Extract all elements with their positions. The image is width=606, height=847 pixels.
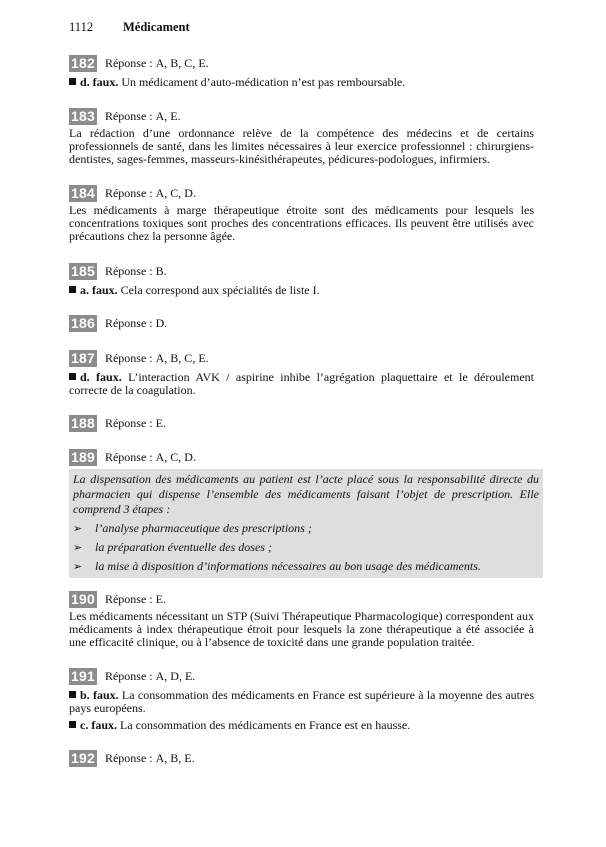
question-189 xyxy=(69,449,543,578)
explanation-text: La rédaction d’une ordonnance relève de la compétence des médecins et de certains professionnels de santé, dans les limites nécessaires à leur exercice professionnel : chirurgiens-dentistes, sages-femmes, masseurs-kinésithérapeutes, pédicures-podologues, infirmiers. xyxy=(69,126,534,166)
reponse-label: Réponse : xyxy=(104,186,153,200)
question-number: 185 xyxy=(71,263,95,279)
arrow-bullet-icon: ➢ xyxy=(73,522,83,535)
arrow-bullet-icon: ➢ xyxy=(73,541,83,554)
question-190 xyxy=(69,591,534,649)
question-number: 189 xyxy=(71,449,95,465)
list-item: ➢ la mise à disposition d’informations nécessaires au bon usage des médicaments. xyxy=(73,559,481,573)
reponse-label: Réponse : xyxy=(104,669,153,683)
question-183 xyxy=(69,108,534,166)
square-bullet-icon xyxy=(69,373,76,380)
reponse-label: Réponse : xyxy=(104,592,153,606)
question-number: 191 xyxy=(71,668,95,684)
box-intro: La dispensation des médicaments au patient est l’acte placé sous la responsabilité directe du pharmacien qui dispense l’ensemble des médicaments faisant l’objet de prescription. Elle comprend 3 étapes : xyxy=(73,472,539,516)
answer: A, E. xyxy=(155,109,181,123)
reponse-label: Réponse : xyxy=(104,316,153,330)
dispensation-box xyxy=(69,469,543,578)
reponse-label: Réponse : xyxy=(104,751,153,765)
answer: A, D, E. xyxy=(155,669,196,683)
answer: A, B, E. xyxy=(155,751,195,765)
running-title: Médicament xyxy=(123,20,190,34)
list-item: ➢ l’analyse pharmaceutique des prescriptions ; xyxy=(73,521,312,535)
reponse-label: Réponse : xyxy=(104,351,153,365)
question-number: 187 xyxy=(71,350,95,366)
reponse-label: Réponse : xyxy=(104,264,153,278)
question-191 xyxy=(69,668,534,732)
answer: A, C, D. xyxy=(155,450,196,464)
question-number: 182 xyxy=(71,55,95,71)
question-185 xyxy=(69,263,534,297)
explanation-item: a. faux. Cela correspond aux spécialités de liste I. xyxy=(69,284,534,297)
explanation-item: d. faux. L’interaction AVK / aspirine inhibe l’agrégation plaquettaire et le déroulement correcte de la coagulation. xyxy=(69,370,534,397)
question-192 xyxy=(69,750,534,767)
answer: A, B, C, E. xyxy=(155,56,209,70)
answer: A, B, C, E. xyxy=(155,351,209,365)
answer: B. xyxy=(155,264,167,278)
question-182 xyxy=(69,55,534,89)
explanation-item: b. faux. La consommation des médicaments en France est supérieure à la moyenne des autres pays européens. xyxy=(69,688,534,715)
question-number: 190 xyxy=(71,591,95,607)
question-186 xyxy=(69,315,534,332)
answer: E. xyxy=(155,592,166,606)
square-bullet-icon xyxy=(69,286,76,293)
question-number: 183 xyxy=(71,108,95,124)
explanation-text: Les médicaments à marge thérapeutique étroite sont des médicaments pour lesquels les concentrations toxiques sont proches des concentrations efficaces. Ils peuvent être utilisés avec précautions chez la personne âgée. xyxy=(69,203,534,243)
explanation-item: c. faux. La consommation des médicaments en France est en hausse. xyxy=(69,719,534,732)
reponse-label: Réponse : xyxy=(104,450,153,464)
answer: D. xyxy=(155,316,168,330)
question-number: 184 xyxy=(71,185,95,201)
list-item: ➢ la préparation éventuelle des doses ; xyxy=(73,540,272,554)
reponse-label: Réponse : xyxy=(104,416,153,430)
page-number: 1112 xyxy=(69,20,94,34)
page-header xyxy=(69,20,190,35)
explanation-text: Les médicaments nécessitant un STP (Suivi Thérapeutique Pharmacologique) correspondent aux médicaments à index thérapeutique étroit pour lesquels la zone thérapeutique a été associée à une efficacité clinique, ou à l’absence de toxicité dans une grande population traitée. xyxy=(69,609,534,649)
question-number: 186 xyxy=(71,315,95,331)
arrow-bullet-icon: ➢ xyxy=(73,560,83,573)
reponse-label: Réponse : xyxy=(104,109,153,123)
question-188 xyxy=(69,415,534,432)
square-bullet-icon xyxy=(69,721,76,728)
question-187 xyxy=(69,350,534,397)
explanation-item: d. faux. Un médicament d’auto-médication n’est pas remboursable. xyxy=(69,76,534,89)
question-number: 192 xyxy=(71,750,95,766)
square-bullet-icon xyxy=(69,691,76,698)
square-bullet-icon xyxy=(69,78,76,85)
reponse-label: Réponse : xyxy=(104,56,153,70)
answer: A, C, D. xyxy=(155,186,196,200)
answer: E. xyxy=(155,416,166,430)
question-number: 188 xyxy=(71,415,95,431)
question-184 xyxy=(69,185,534,243)
